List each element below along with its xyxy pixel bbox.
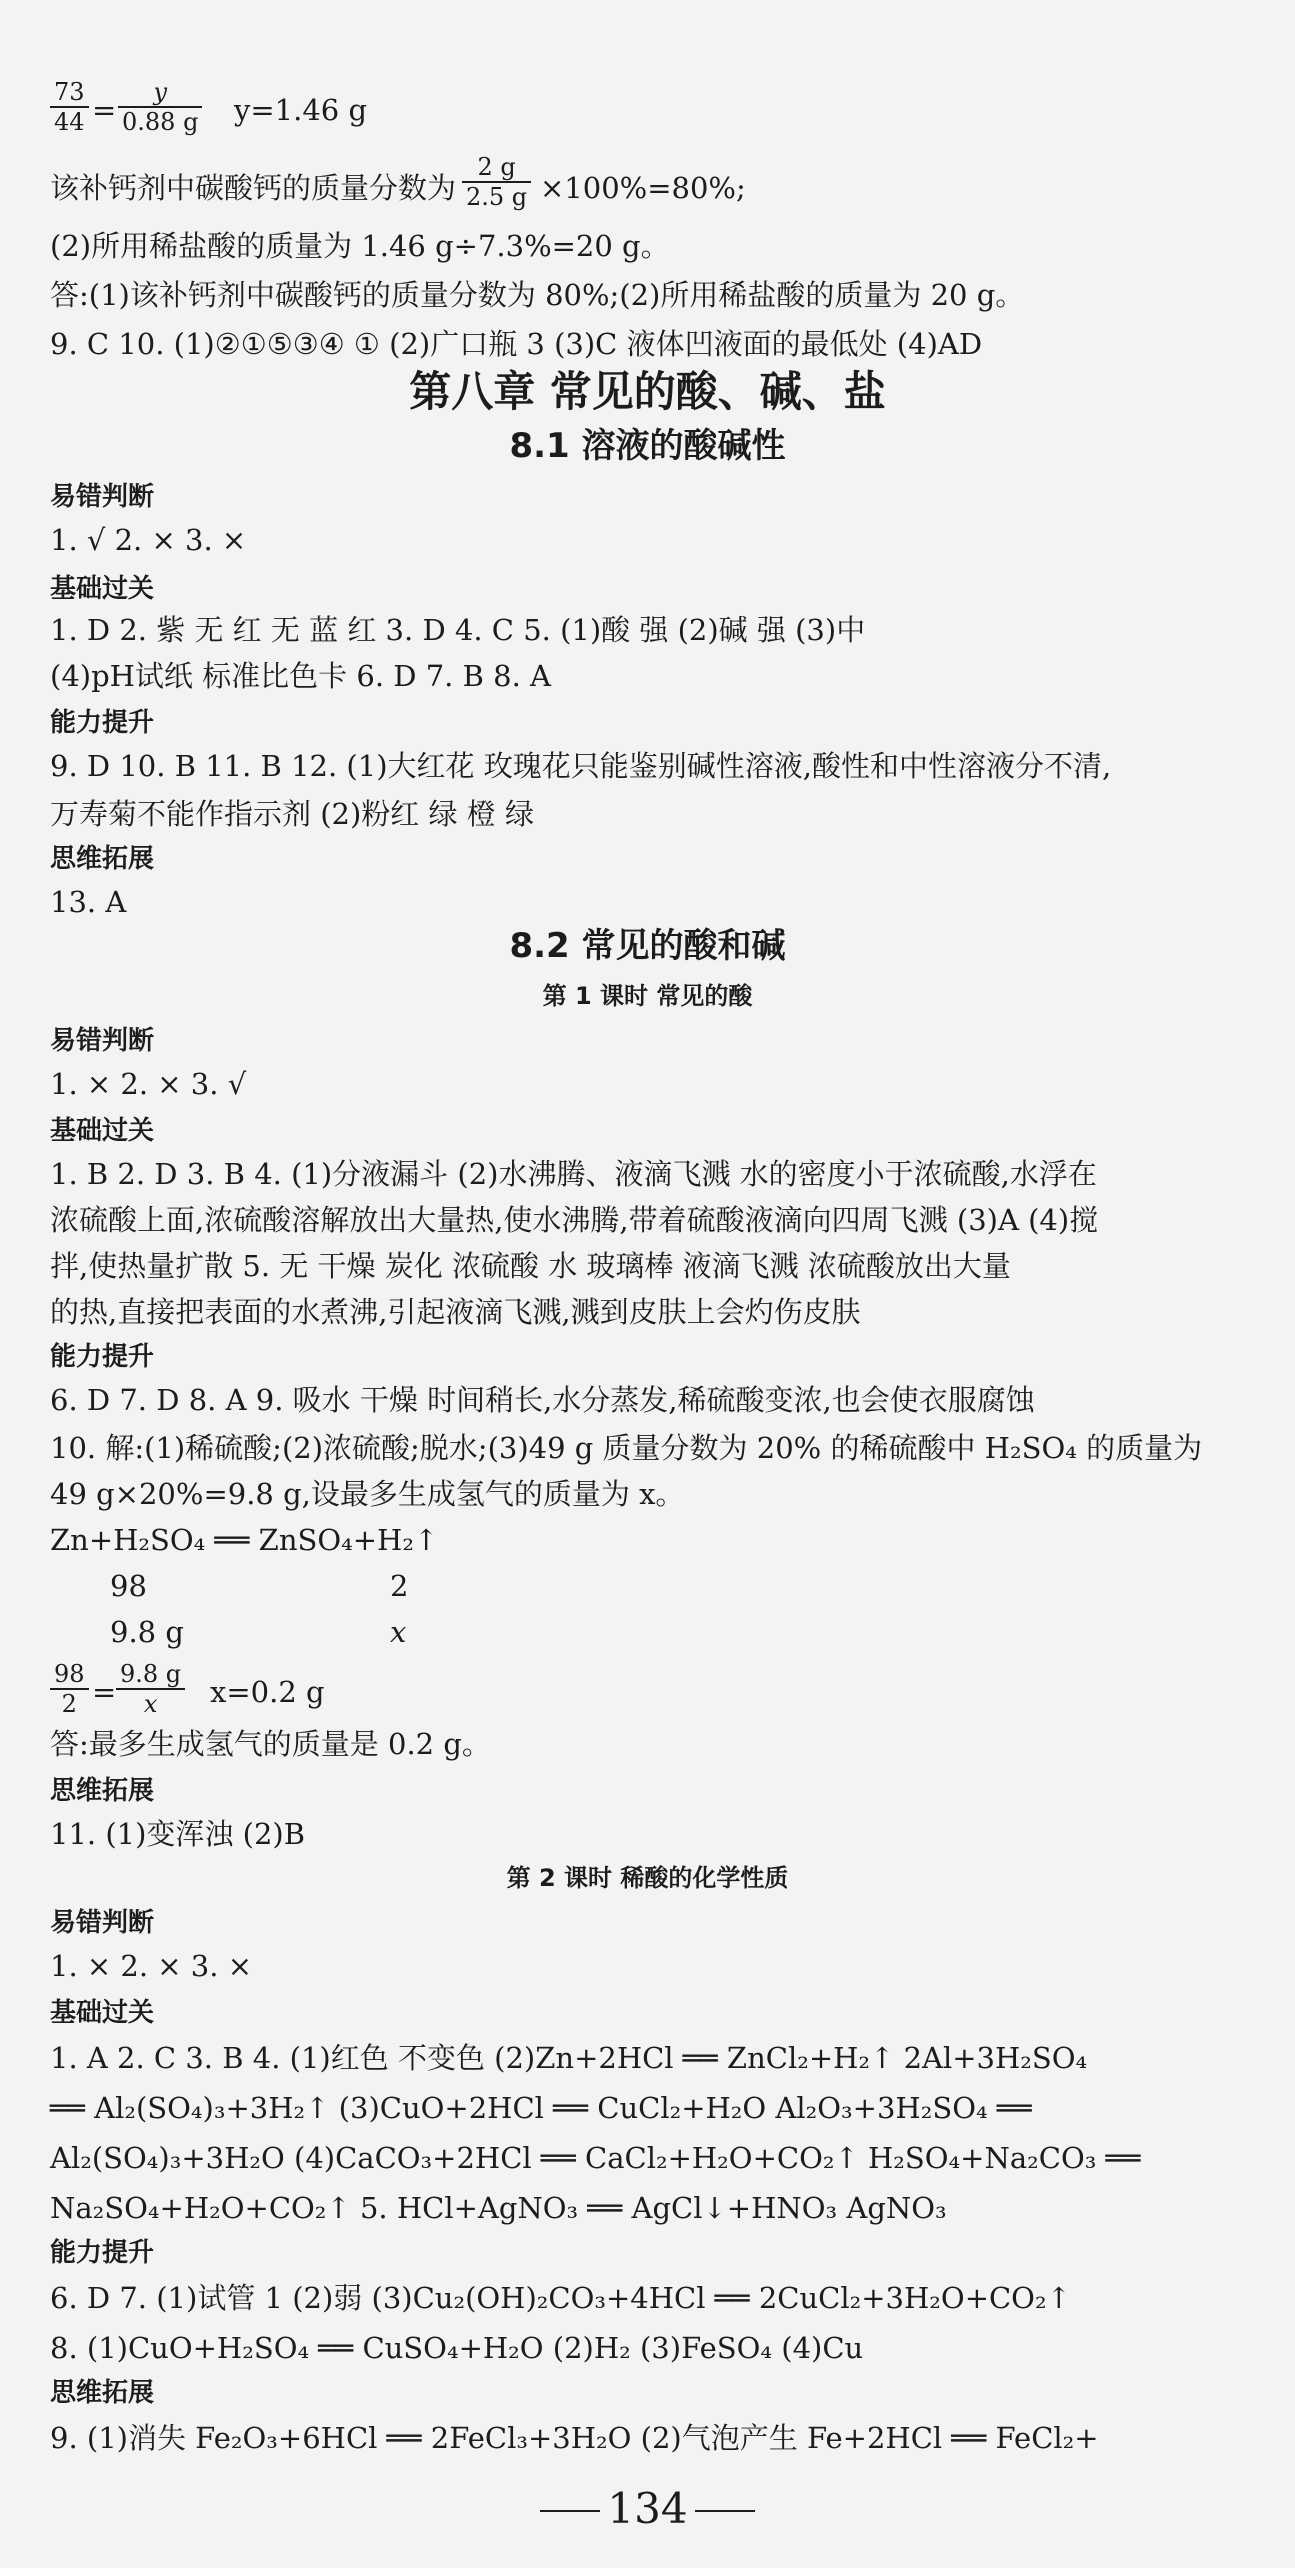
page-number: 134 [607,2484,688,2533]
answer-line: Na₂SO₄+H₂O+CO₂↑ 5. HCl+AgNO₃ ══ AgCl↓+HNO₃ AgNO₃ [50,2191,947,2225]
answer-line: Al₂(SO₄)₃+3H₂O (4)CaCO₃+2HCl ══ CaCl₂+H₂O+CO₂↑ H₂SO₄+Na₂CO₃ ══ [50,2141,1141,2175]
answer-line: 1. A 2. C 3. B 4. (1)红色 不变色 (2)Zn+2HCl ══ ZnCl₂+H₂↑ 2Al+3H₂SO₄ [50,2041,1088,2075]
answer-line: 拌,使热量扩散 5. 无 干燥 炭化 浓硫酸 水 玻璃棒 液滴飞溅 浓硫酸放出大量 [50,1249,1011,1283]
answer-line: 答:最多生成氢气的质量是 0.2 g。 [50,1727,491,1761]
subsection-heading: 基础过关 [50,574,155,604]
chapter-title: 第八章 常见的酸、碱、盐 [409,367,886,416]
fraction-73-44: $\frac{73}{44}$ [50,78,89,136]
answer-line: 1. × 2. × 3. × [50,1949,252,1983]
answer-line: 1. B 2. D 3. B 4. (1)分液漏斗 (2)水沸腾、液滴飞溅 水的密度小于浓硫酸,水浮在 [50,1157,1097,1191]
page-number-dash-right [695,2510,755,2512]
section-title-8-2: 8.2 常见的酸和碱 [509,926,786,966]
section-title-8-1: 8.1 溶液的酸碱性 [509,426,786,466]
chemical-equation: Zn+H₂SO₄ ══ ZnSO₄+H₂↑ [50,1523,439,1557]
answer-line: 9. C 10. (1)②①⑤③④ ① (2)广口瓶 3 (3)C 液体凹液面的最低处 (4)AD [50,327,983,361]
lesson-title: 第 1 课时 常见的酸 [542,982,753,1010]
answer-line: 6. D 7. D 8. A 9. 吸水 干燥 时间稍长,水分蒸发,稀硫酸变浓,也会使衣服腐蚀 [50,1383,1035,1417]
answer-line: 答:(1)该补钙剂中碳酸钙的质量分数为 80%;(2)所用稀盐酸的质量为 20 g。 [50,278,1025,312]
subsection-heading: 能力提升 [50,1342,155,1372]
fraction-98g-x: $\frac{9.8 g}{x}$ [116,1660,185,1718]
answer-line: (2)所用稀盐酸的质量为 1.46 g÷7.3%=20 g。 [50,229,670,263]
subsection-heading: 能力提升 [50,708,155,738]
fraction-2g-25g: $\frac{2 g}{2.5 g}$ [462,153,531,211]
fraction-y-088: $\frac{y}{0.88 g}$ [118,78,202,136]
equals-sign: = [92,1675,117,1709]
ratio-value: 2 [390,1569,409,1603]
mass-fraction-prefix: 该补钙剂中碳酸钙的质量分数为 [50,171,457,205]
answer-line: 49 g×20%=9.8 g,设最多生成氢气的质量为 x。 [50,1477,685,1511]
subsection-heading: 思维拓展 [50,1776,155,1806]
subsection-heading: 基础过关 [50,1998,155,2028]
answer-line: 浓硫酸上面,浓硫酸溶解放出大量热,使水沸腾,带着硫酸液滴向四周飞溅 (3)A (4)搅 [50,1203,1099,1237]
subsection-heading: 易错判断 [50,1908,155,1938]
subsection-heading: 思维拓展 [50,2378,155,2408]
lesson-title: 第 2 课时 稀酸的化学性质 [506,1864,789,1892]
answer-line: 1. × 2. × 3. √ [50,1067,247,1101]
fraction-98-2: $\frac{98}{2}$ [50,1660,89,1718]
mass-fraction-suffix: ×100%=80%; [540,171,746,205]
result-y: y=1.46 g [234,93,368,127]
answer-line: 13. A [50,885,127,919]
answer-line: 10. 解:(1)稀硫酸;(2)浓硫酸;脱水;(3)49 g 质量分数为 20% 的稀硫酸中 H₂SO₄ 的质量为 [50,1431,1203,1465]
answer-line: 1. √ 2. × 3. × [50,523,247,557]
subsection-heading: 思维拓展 [50,844,155,874]
subsection-heading: 易错判断 [50,482,155,512]
result-x: x=0.2 g [210,1675,325,1709]
subsection-heading: 基础过关 [50,1116,155,1146]
answer-line: 的热,直接把表面的水煮沸,引起液滴飞溅,溅到皮肤上会灼伤皮肤 [50,1295,861,1329]
subsection-heading: 能力提升 [50,2238,155,2268]
answer-line: (4)pH试纸 标准比色卡 6. D 7. B 8. A [50,659,551,693]
answer-line: 万寿菊不能作指示剂 (2)粉红 绿 橙 绿 [50,797,534,831]
answer-line: 1. D 2. 紫 无 红 无 蓝 红 3. D 4. C 5. (1)酸 强 (2)碱 强 (3)中 [50,613,866,647]
answer-line: 9. (1)消失 Fe₂O₃+6HCl ══ 2FeCl₃+3H₂O (2)气泡产生 Fe+2HCl ══ FeCl₂+ [50,2421,1099,2455]
subsection-heading: 易错判断 [50,1026,155,1056]
answer-line: ══ Al₂(SO₄)₃+3H₂↑ (3)CuO+2HCl ══ CuCl₂+H₂O Al₂O₃+3H₂SO₄ ══ [50,2091,1032,2125]
ratio-value: 98 [110,1569,147,1603]
answer-line: 8. (1)CuO+H₂SO₄ ══ CuSO₄+H₂O (2)H₂ (3)FeSO₄ (4)Cu [50,2331,864,2365]
ratio-value: 9.8 g [110,1615,184,1649]
equals-sign: = [92,93,117,127]
ratio-value: x [390,1615,407,1649]
answer-line: 9. D 10. B 11. B 12. (1)大红花 玫瑰花只能鉴别碱性溶液,酸性和中性溶液分不清, [50,749,1112,783]
answer-line: 6. D 7. (1)试管 1 (2)弱 (3)Cu₂(OH)₂CO₃+4HCl ══ 2CuCl₂+3H₂O+CO₂↑ [50,2281,1071,2315]
answer-line: 11. (1)变浑浊 (2)B [50,1817,306,1851]
